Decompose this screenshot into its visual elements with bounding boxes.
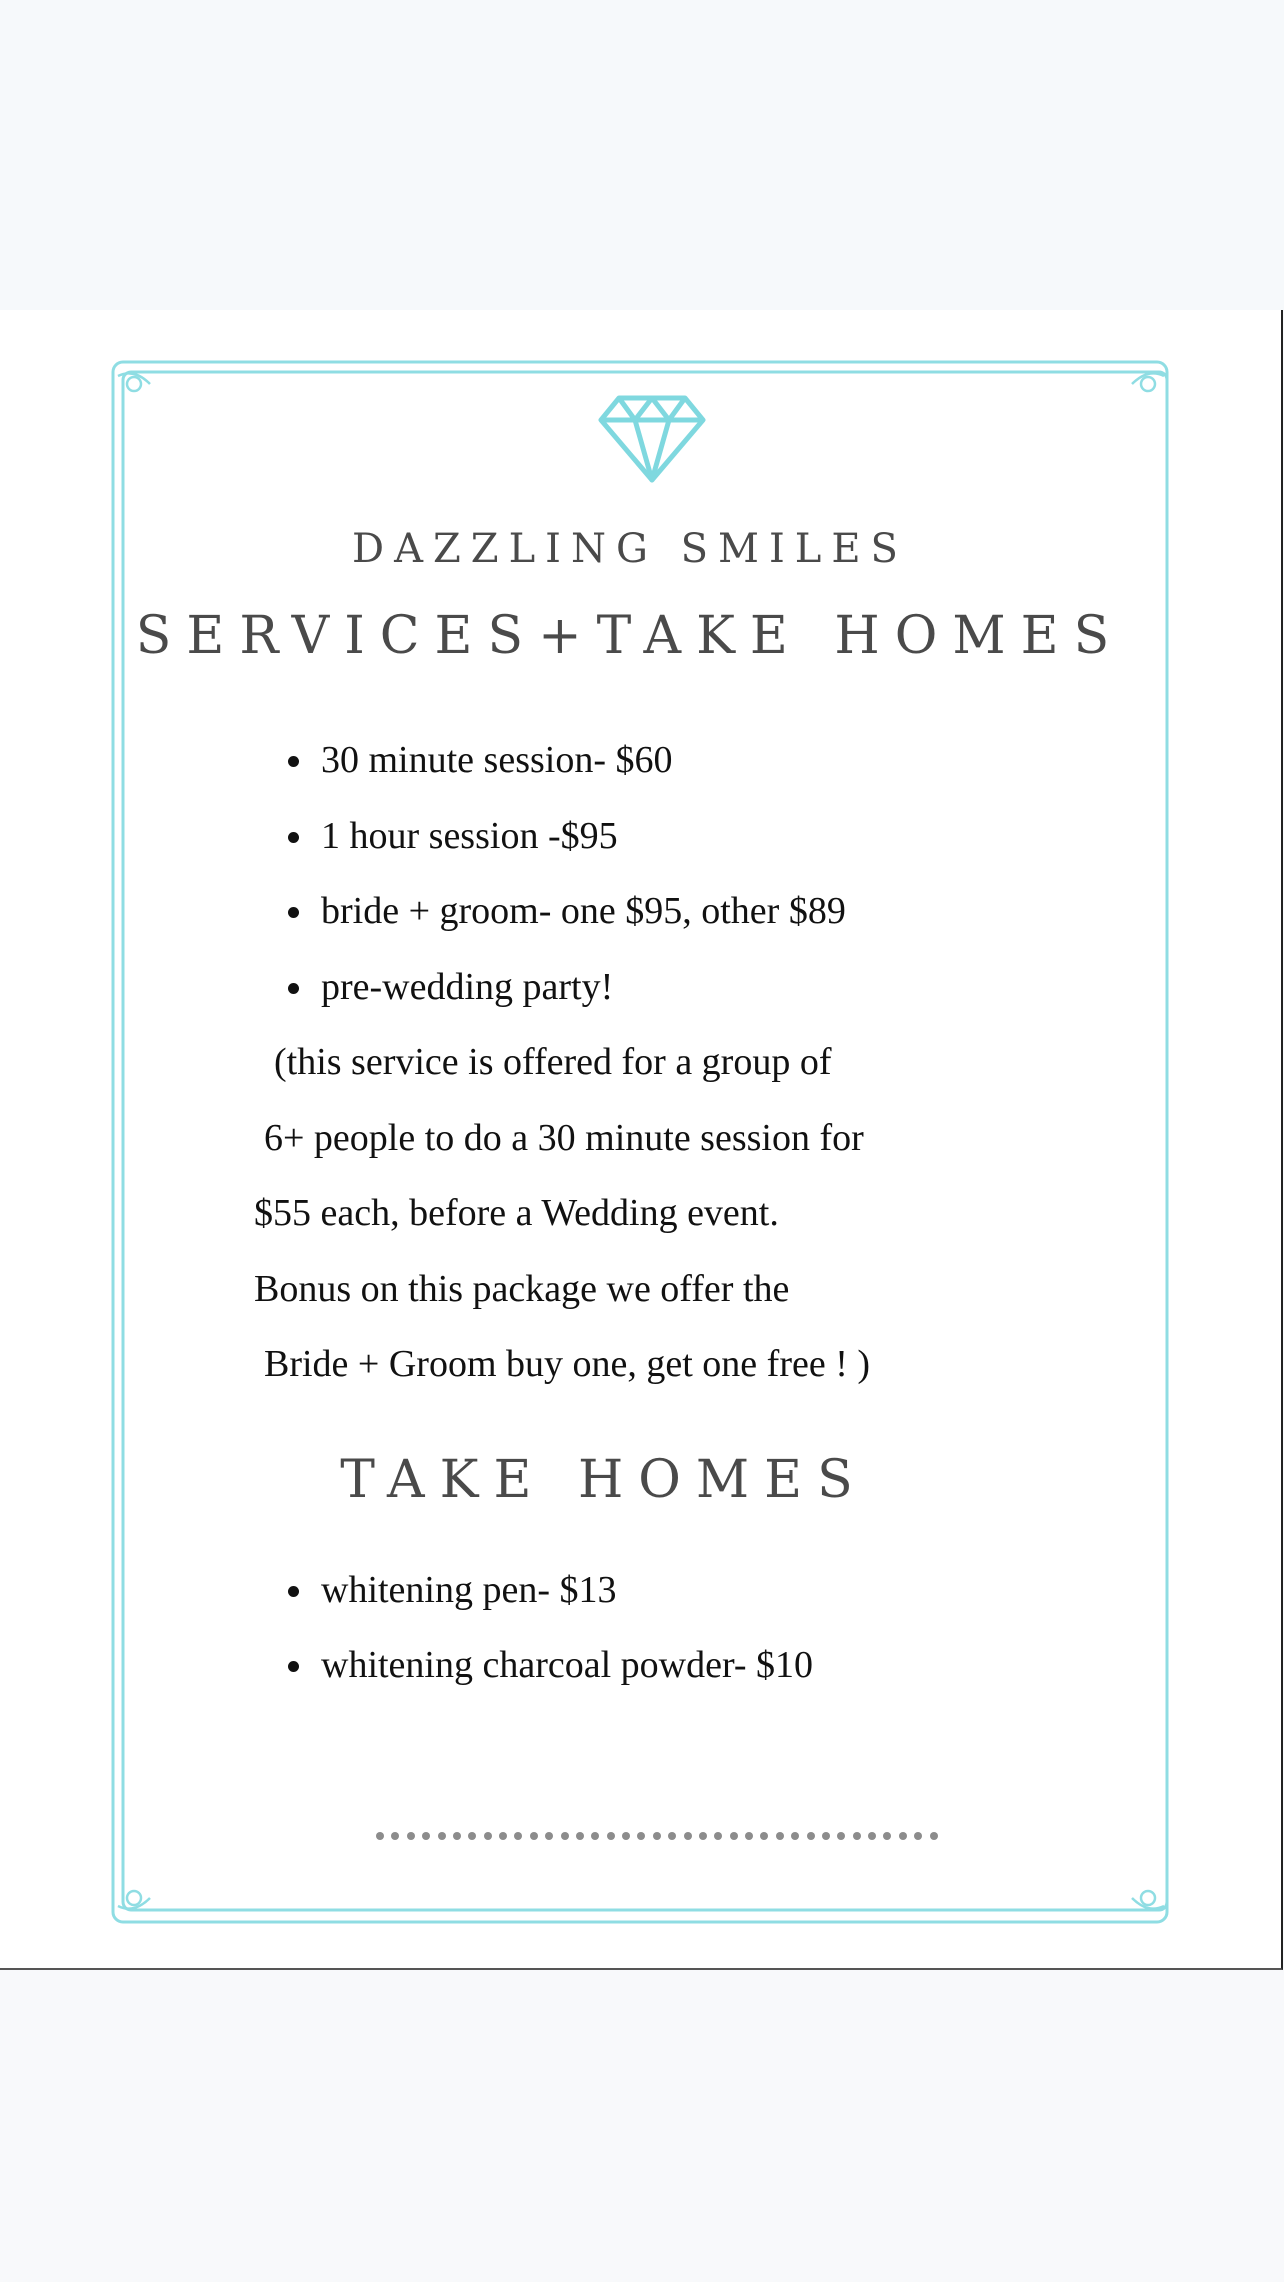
divider-dot <box>468 1832 476 1840</box>
service-note-line: (this service is offered for a group of <box>274 1041 832 1083</box>
divider-dot <box>607 1832 615 1840</box>
take-home-item-label: whitening pen- $13 <box>321 1569 617 1611</box>
service-item-label: 30 minute session- $60 <box>321 739 673 781</box>
divider-dot <box>914 1832 922 1840</box>
divider-dot <box>699 1832 707 1840</box>
divider-dot <box>807 1832 815 1840</box>
divider-dot <box>591 1832 599 1840</box>
divider-dot <box>837 1832 845 1840</box>
service-note-line: $55 each, before a Wedding event. <box>254 1192 779 1234</box>
service-item-label: bride + groom- one $95, other $89 <box>321 890 846 932</box>
bullet-icon <box>288 907 299 918</box>
divider-dot <box>438 1832 446 1840</box>
divider-dot <box>576 1832 584 1840</box>
service-note-line: 6+ people to do a 30 minute session for <box>264 1117 864 1159</box>
divider-dot <box>499 1832 507 1840</box>
divider-dot <box>668 1832 676 1840</box>
service-item-label: pre-wedding party! <box>321 966 614 1008</box>
divider-dot <box>484 1832 492 1840</box>
divider-dot <box>791 1832 799 1840</box>
bullet-icon <box>288 756 299 767</box>
services-heading: SERVICES+TAKE HOMES <box>135 606 1125 666</box>
service-note-line: Bonus on this package we offer the <box>254 1268 790 1310</box>
divider-dot <box>868 1832 876 1840</box>
corner-flourish-icon <box>1132 1891 1164 1909</box>
service-note-line: Bride + Groom buy one, get one free ! ) <box>264 1343 871 1385</box>
bullet-icon <box>288 983 299 994</box>
divider-dot <box>776 1832 784 1840</box>
service-item-label: 1 hour session -$95 <box>321 815 618 857</box>
divider-dot <box>422 1832 430 1840</box>
divider-dot <box>545 1832 553 1840</box>
corner-flourish-icon <box>1132 373 1164 391</box>
divider-dot <box>822 1832 830 1840</box>
divider-dot <box>391 1832 399 1840</box>
divider-dot <box>745 1832 753 1840</box>
divider-dot <box>899 1832 907 1840</box>
divider-dot <box>407 1832 415 1840</box>
divider-dot <box>760 1832 768 1840</box>
take-homes-heading: TAKE HOMES <box>340 1450 868 1510</box>
dotted-divider <box>376 1830 938 1842</box>
divider-dot <box>730 1832 738 1840</box>
bullet-icon <box>288 832 299 843</box>
bullet-icon <box>288 1586 299 1597</box>
bullet-icon <box>288 1661 299 1672</box>
divider-dot <box>561 1832 569 1840</box>
divider-dot <box>653 1832 661 1840</box>
divider-dot <box>376 1832 384 1840</box>
divider-dot <box>930 1832 938 1840</box>
divider-dot <box>684 1832 692 1840</box>
divider-dot <box>714 1832 722 1840</box>
diamond-icon <box>597 394 707 484</box>
brand-name: DAZZLING SMILES <box>352 526 908 572</box>
divider-dot <box>453 1832 461 1840</box>
divider-dot <box>853 1832 861 1840</box>
divider-dot <box>622 1832 630 1840</box>
take-home-item-label: whitening charcoal powder- $10 <box>321 1644 814 1686</box>
divider-dot <box>883 1832 891 1840</box>
divider-dot <box>530 1832 538 1840</box>
divider-dot <box>637 1832 645 1840</box>
divider-dot <box>514 1832 522 1840</box>
